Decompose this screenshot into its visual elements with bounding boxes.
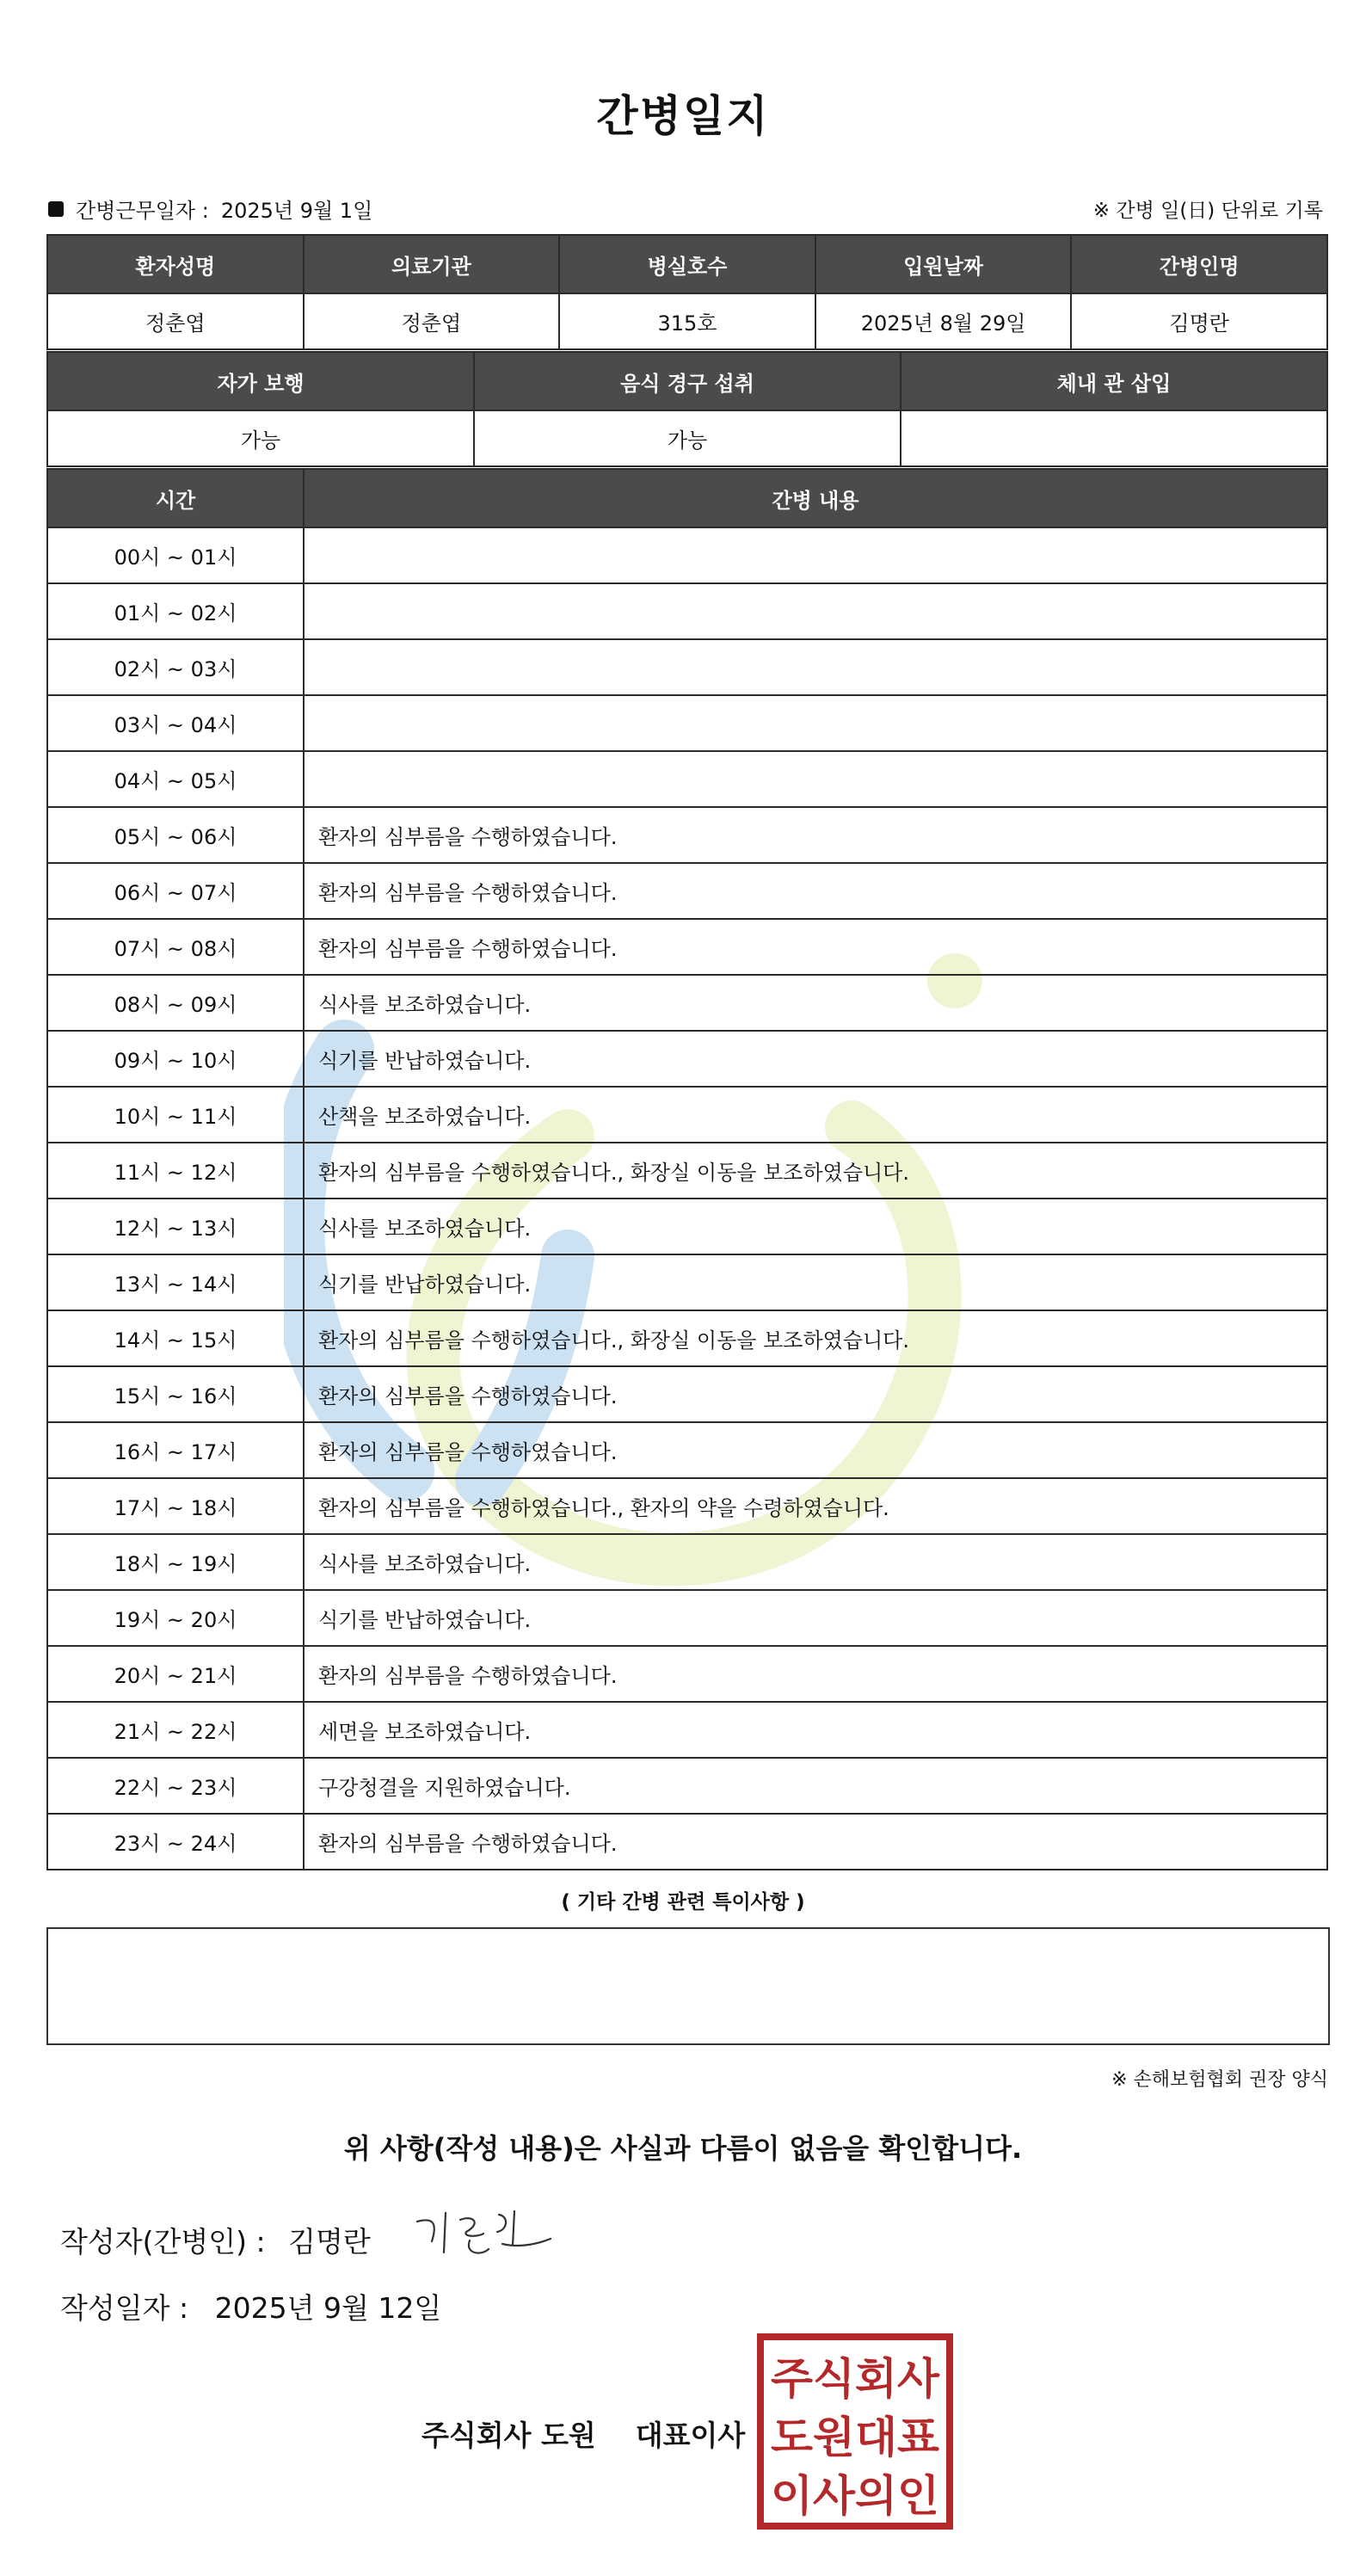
company-signature-line: 주식회사 도원 대표이사	[421, 2419, 746, 2452]
log-row	[47, 807, 1327, 863]
header-caregiver: 간병인명	[1071, 235, 1327, 293]
log-row	[47, 1199, 1327, 1254]
log-content: 환자의 심부름을 수행하였습니다.	[304, 807, 1327, 863]
seal-line-2: 도원대표	[771, 2413, 940, 2462]
writer-label: 작성자(간병인) :	[60, 2225, 266, 2259]
log-content: 환자의 심부름을 수행하였습니다.	[304, 863, 1327, 919]
association-note: ※ 손해보험협회 권장 양식	[1111, 2069, 1328, 2091]
admission-date: 2025년 8월 29일	[815, 293, 1072, 349]
log-row	[47, 1087, 1327, 1143]
log-content: 환자의 심부름을 수행하였습니다.	[304, 1646, 1327, 1702]
log-row	[47, 527, 1327, 583]
log-time: 11시 ~ 12시	[47, 1143, 304, 1199]
log-row	[47, 1254, 1327, 1310]
write-date-value: 2025년 9월 12일	[214, 2291, 442, 2325]
log-time: 15시 ~ 16시	[47, 1366, 304, 1422]
log-row	[47, 1702, 1327, 1758]
oral-intake-value: 가능	[474, 410, 901, 466]
log-row	[47, 1031, 1327, 1087]
log-row	[47, 863, 1327, 919]
work-date	[48, 194, 372, 224]
log-row	[47, 1534, 1327, 1590]
care-log-table	[46, 468, 1328, 1870]
writer-line	[60, 2220, 371, 2260]
log-row	[47, 975, 1327, 1031]
unit-note: ※ 간병 일(日) 단위로 기록	[1092, 200, 1323, 222]
log-row	[47, 1814, 1327, 1870]
header-self-walking: 자가 보행	[47, 352, 474, 410]
header-institution: 의료기관	[304, 235, 560, 293]
log-time: 03시 ~ 04시	[47, 695, 304, 751]
log-row	[47, 1422, 1327, 1478]
log-row	[47, 1478, 1327, 1534]
log-content	[304, 527, 1327, 583]
log-row	[47, 1758, 1327, 1814]
log-content: 산책을 보조하였습니다.	[304, 1087, 1327, 1143]
institution: 정춘엽	[304, 293, 560, 349]
confirmation-statement: 위 사항(작성 내용)은 사실과 다름이 없음을 확인합니다.	[343, 2132, 1023, 2165]
log-row	[47, 1366, 1327, 1422]
seal-line-1: 주식회사	[771, 2354, 940, 2404]
log-content: 환자의 심부름을 수행하였습니다.	[304, 1366, 1327, 1422]
log-content: 식기를 반납하였습니다.	[304, 1254, 1327, 1310]
log-content	[304, 751, 1327, 807]
log-time: 17시 ~ 18시	[47, 1478, 304, 1534]
log-content: 환자의 심부름을 수행하였습니다., 화장실 이동을 보조하였습니다.	[304, 1310, 1327, 1366]
log-time: 19시 ~ 20시	[47, 1590, 304, 1646]
patient-info-table	[46, 234, 1328, 350]
log-content: 식사를 보조하였습니다.	[304, 1199, 1327, 1254]
patient-status-table	[46, 351, 1328, 467]
room-number: 315호	[559, 293, 815, 349]
writer-name: 김명란	[288, 2225, 371, 2259]
log-time: 02시 ~ 03시	[47, 639, 304, 695]
header-patient-name: 환자성명	[47, 235, 304, 293]
log-row	[47, 1646, 1327, 1702]
log-row	[47, 751, 1327, 807]
log-time: 23시 ~ 24시	[47, 1814, 304, 1870]
work-date-label: 간병근무일자 :	[76, 199, 209, 223]
log-time: 00시 ~ 01시	[47, 527, 304, 583]
company-seal-stamp	[757, 2333, 953, 2530]
header-time: 시간	[47, 469, 304, 527]
patient-name: 정춘엽	[47, 293, 304, 349]
log-content: 환자의 심부름을 수행하였습니다.	[304, 1814, 1327, 1870]
tube-insertion-value	[901, 410, 1327, 466]
log-row	[47, 1310, 1327, 1366]
header-admission-date: 입원날짜	[815, 235, 1072, 293]
log-row	[47, 639, 1327, 695]
log-time: 08시 ~ 09시	[47, 975, 304, 1031]
header-oral-intake: 음식 경구 섭취	[474, 352, 901, 410]
special-notes-box	[46, 1927, 1330, 2045]
log-content: 환자의 심부름을 수행하였습니다., 화장실 이동을 보조하였습니다.	[304, 1143, 1327, 1199]
log-time: 10시 ~ 11시	[47, 1087, 304, 1143]
log-content: 식사를 보조하였습니다.	[304, 975, 1327, 1031]
log-content: 식사를 보조하였습니다.	[304, 1534, 1327, 1590]
log-row	[47, 919, 1327, 975]
log-time: 01시 ~ 02시	[47, 583, 304, 639]
log-time: 12시 ~ 13시	[47, 1199, 304, 1254]
log-time: 16시 ~ 17시	[47, 1422, 304, 1478]
log-row	[47, 695, 1327, 751]
seal-line-3: 이사의인	[771, 2471, 939, 2521]
handwritten-signature	[413, 2203, 559, 2263]
log-content: 세면을 보조하였습니다.	[304, 1702, 1327, 1758]
write-date-label: 작성일자 :	[60, 2291, 189, 2325]
log-content: 식기를 반납하였습니다.	[304, 1590, 1327, 1646]
log-content	[304, 695, 1327, 751]
work-date-value: 2025년 9월 1일	[220, 199, 373, 223]
log-content: 환자의 심부름을 수행하였습니다.	[304, 1422, 1327, 1478]
self-walking-value: 가능	[47, 410, 474, 466]
log-time: 05시 ~ 06시	[47, 807, 304, 863]
log-row	[47, 1590, 1327, 1646]
log-time: 14시 ~ 15시	[47, 1310, 304, 1366]
header-care-content: 간병 내용	[304, 469, 1327, 527]
log-time: 06시 ~ 07시	[47, 863, 304, 919]
log-row	[47, 1143, 1327, 1199]
log-time: 21시 ~ 22시	[47, 1702, 304, 1758]
log-time: 22시 ~ 23시	[47, 1758, 304, 1814]
bullet-square-icon	[48, 201, 64, 217]
caregiver-name: 김명란	[1071, 293, 1327, 349]
log-time: 13시 ~ 14시	[47, 1254, 304, 1310]
log-time: 09시 ~ 10시	[47, 1031, 304, 1087]
log-content	[304, 639, 1327, 695]
header-room: 병실호수	[559, 235, 815, 293]
log-time: 07시 ~ 08시	[47, 919, 304, 975]
log-content: 구강청결을 지원하였습니다.	[304, 1758, 1327, 1814]
log-content: 환자의 심부름을 수행하였습니다.	[304, 919, 1327, 975]
page-title: 간병일지	[596, 91, 770, 141]
header-tube-insertion: 체내 관 삽입	[901, 352, 1327, 410]
log-time: 18시 ~ 19시	[47, 1534, 304, 1590]
special-notes-title: ( 기타 간병 관련 특이사항 )	[561, 1891, 805, 1914]
write-date-line	[60, 2286, 441, 2326]
log-content: 환자의 심부름을 수행하였습니다., 환자의 약을 수령하였습니다.	[304, 1478, 1327, 1534]
log-row	[47, 583, 1327, 639]
log-content	[304, 583, 1327, 639]
log-time: 20시 ~ 21시	[47, 1646, 304, 1702]
log-time: 04시 ~ 05시	[47, 751, 304, 807]
log-content: 식기를 반납하였습니다.	[304, 1031, 1327, 1087]
